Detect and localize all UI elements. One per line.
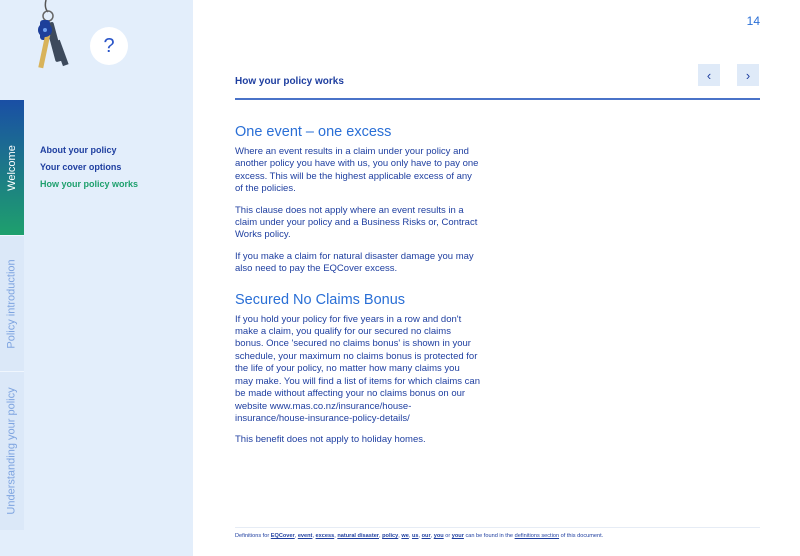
paragraph: This clause does not apply where an event results in a claim under your policy and a Business Risks or, Contract Works policy. xyxy=(235,204,478,241)
term-you[interactable]: you xyxy=(433,533,444,539)
paragraph: This benefit does not apply to holiday homes. xyxy=(235,434,426,446)
term-excess[interactable]: excess xyxy=(315,533,335,539)
footer-or: or xyxy=(443,533,452,539)
term-your[interactable]: your xyxy=(451,533,464,539)
tab-welcome-label: Welcome xyxy=(6,144,18,191)
footer-suffix: of this document. xyxy=(559,533,604,539)
tab-policy-introduction[interactable] xyxy=(0,235,24,371)
tab-policy-introduction-label: Policy introduction xyxy=(6,258,18,349)
subnav-about-your-policy[interactable]: About your policy xyxy=(40,145,117,155)
main-content xyxy=(235,124,480,456)
term-eqcover[interactable]: EQCover xyxy=(270,533,295,539)
term-us[interactable]: us xyxy=(411,533,419,539)
footer-divider xyxy=(235,527,760,528)
footer-middle: can be found in the xyxy=(463,533,515,539)
sidebar xyxy=(0,0,193,556)
heading-one-event: One event – one excess xyxy=(235,124,392,140)
term-natural-disaster[interactable]: natural disaster xyxy=(337,533,379,539)
vertical-tabs xyxy=(0,100,24,530)
help-icon[interactable] xyxy=(90,27,128,65)
chevron-right-icon: › xyxy=(745,67,751,83)
chevron-left-icon: ‹ xyxy=(706,67,712,83)
keys-icon xyxy=(30,0,80,75)
paragraph: If you make a claim for natural disaster damage you may also need to pay the EQCover excess. xyxy=(235,250,474,275)
next-page-button[interactable] xyxy=(737,64,759,86)
tab-understanding-label: Understanding your policy xyxy=(6,387,18,515)
paragraph: If you hold your policy for five years in a row and don't make a claim, you qualify for our secured no claims bonus. Once 'secured no claims bonus' is shown in your schedule, your maximum no claims bonus is protected for the life of your policy, no matter how many claims you may make. You will find a list of items for which claims can be made without affecting your no claims bonus on our website www.mas.co.nz/insurance/house-insurance/house-insurance-policy-details/ xyxy=(235,313,480,424)
definitions-section-link[interactable]: definitions section xyxy=(514,533,560,539)
subnav xyxy=(40,145,138,196)
header-divider xyxy=(235,98,760,100)
paragraph: Where an event results in a claim under your policy and another policy you have with us, you only have to pay one excess. This will be the highest applicable excess of any of the policies. xyxy=(235,146,479,195)
previous-page-button[interactable] xyxy=(698,64,720,86)
tab-understanding-your-policy[interactable] xyxy=(0,371,24,530)
footer-definitions: Definitions for EQCover, event, excess, natural disaster, policy, we, us, our, you or your can be found in the definitions section of this document. xyxy=(235,533,604,539)
subnav-your-cover-options[interactable]: Your cover options xyxy=(40,162,122,172)
term-our[interactable]: our xyxy=(421,533,431,539)
heading-secured-no-claims-bonus: Secured No Claims Bonus xyxy=(235,291,406,308)
subnav-how-your-policy-works[interactable]: How your policy works xyxy=(40,179,139,189)
help-glyph: ? xyxy=(103,34,115,57)
section-title: How your policy works xyxy=(235,76,344,87)
footer-prefix: Definitions for xyxy=(235,533,271,539)
term-event[interactable]: event xyxy=(297,533,313,539)
tab-welcome[interactable] xyxy=(0,100,24,235)
page-number: 14 xyxy=(746,14,760,28)
term-policy[interactable]: policy xyxy=(382,533,399,539)
term-we[interactable]: we xyxy=(401,533,409,539)
